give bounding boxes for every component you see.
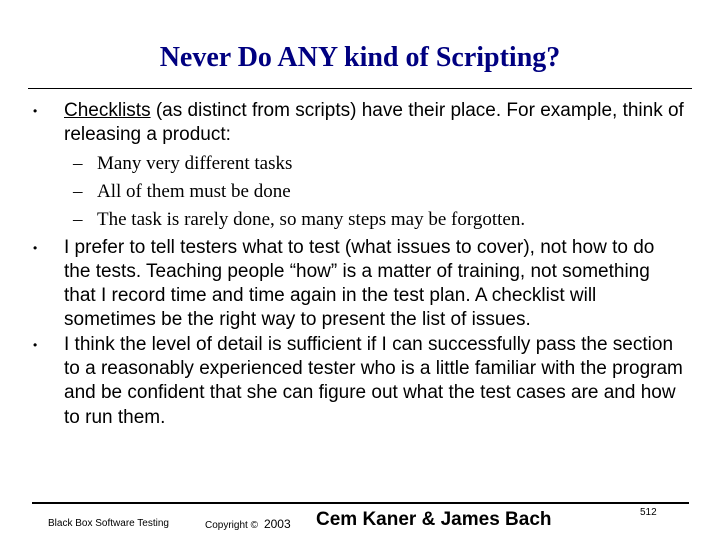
footer-divider xyxy=(32,502,689,504)
footer-course: Black Box Software Testing xyxy=(48,518,169,529)
slide-content xyxy=(30,99,685,430)
bullet-text: (as distinct from scripts) have their place. For example, think of releasing a product: xyxy=(64,100,684,146)
footer-copyright xyxy=(205,517,291,531)
bullet-marker: • xyxy=(33,104,38,118)
copyright-text: Copyright © xyxy=(205,520,258,531)
page-number: 512 xyxy=(640,507,657,518)
bullet-text: I prefer to tell testers what to test (what issues to cover), not how to do the tests. Teaching people “how” is a matter of training, not something that I record time and time again in the test plan. A checklist will sometimes be the right way to present the list of issues. xyxy=(64,236,655,331)
subitem-text: All of them must be done xyxy=(97,180,291,202)
checklists-link[interactable]: Checklists xyxy=(64,100,151,121)
dash-marker: – xyxy=(73,152,83,174)
title-divider xyxy=(28,88,692,89)
bullet-marker: • xyxy=(33,337,38,352)
subitem xyxy=(30,152,685,176)
dash-marker: – xyxy=(73,208,83,230)
bullet-detail-level xyxy=(30,333,685,430)
bullet-marker: • xyxy=(33,240,38,255)
footer-authors: Cem Kaner & James Bach xyxy=(316,509,552,530)
bullet-checklists xyxy=(30,99,685,148)
slide-title: Never Do ANY kind of Scripting? xyxy=(159,42,561,73)
subitem xyxy=(30,180,685,204)
dash-marker: – xyxy=(73,180,83,202)
bullet-testers xyxy=(30,236,685,333)
subitem xyxy=(30,208,685,232)
subitem-text: The task is rarely done, so many steps may be forgotten. xyxy=(97,208,526,230)
subitem-text: Many very different tasks xyxy=(97,152,293,174)
bullet-text: I think the level of detail is sufficient if I can successfully pass the section to a reasonably experienced tester who is a little familiar with the program and be confident that she can figure out what the test cases are and how to run them. xyxy=(64,333,683,428)
copyright-year: 2003 xyxy=(263,517,291,531)
